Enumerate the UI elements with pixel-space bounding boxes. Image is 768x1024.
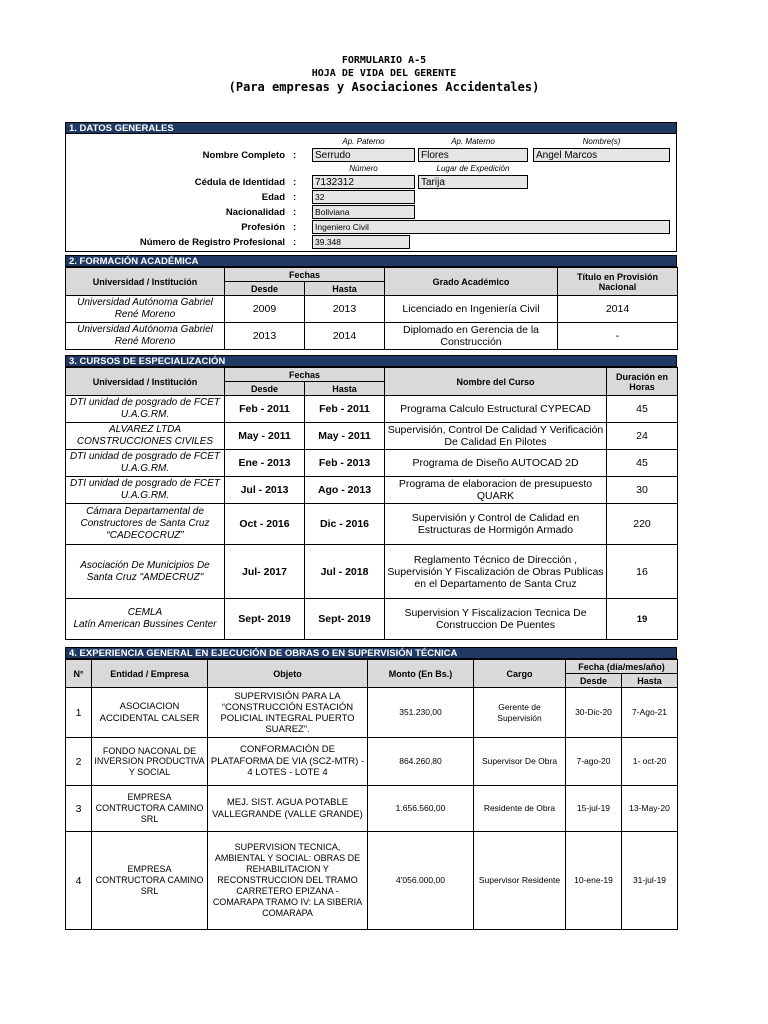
cell-hasta: Feb - 2013 [305,450,385,477]
cell-desde: Jul - 2013 [225,477,305,504]
table-row [66,296,678,323]
col-nombre-curso: Nombre del Curso [385,368,607,396]
cell-hasta: 2014 [305,323,385,350]
col-objeto: Objeto [208,660,368,688]
table-row [66,396,678,423]
cell-desde: May - 2011 [225,423,305,450]
table-row [66,450,678,477]
cell-numero: 3 [66,786,92,832]
cell-curso: Programa de elaboracion de presupuesto QUARK [385,477,607,504]
cell-entidad: EMPRESA CONTRUCTORA CAMINO SRL [92,786,208,832]
cell-grado: Licenciado en Ingeniería Civil [385,296,558,323]
cell-monto: 351.230,00 [368,688,474,738]
cell-hasta: 31-jul-19 [622,832,678,930]
table-row [66,545,678,599]
cell-desde: 15-jul-19 [566,786,622,832]
col-fechas: Fechas [225,368,385,382]
table-row [66,504,678,545]
cell-curso: Supervisión, Control De Calidad Y Verificación De Calidad En Pilotes [385,423,607,450]
cell-hasta: Ago - 2013 [305,477,385,504]
label-cedula: Cédula de Identidad [194,177,285,188]
cell-entidad: FONDO NACONAL DE INVERSION PRODUCTIVA Y SOCIAL [92,738,208,786]
cell-desde: Feb - 2011 [225,396,305,423]
label-nombre-completo: Nombre Completo [202,150,285,161]
field-nombres: Angel Marcos [533,148,670,162]
cell-hasta: Feb - 2011 [305,396,385,423]
cell-desde: 10-ene-19 [566,832,622,930]
section-formacion-title: 2. FORMACIÓN ACADÉMICA [65,255,677,267]
table-row [66,786,678,832]
cell-hasta: 1- oct-20 [622,738,678,786]
colon: : [293,192,297,203]
cell-cargo: Supervisor Residente [474,832,566,930]
cell-titulo: - [558,323,678,350]
section-datos-generales-title: 1. DATOS GENERALES [65,122,677,134]
cell-entidad: EMPRESA CONTRUCTORA CAMINO SRL [92,832,208,930]
cell-numero: 1 [66,688,92,738]
form-title: HOJA DE VIDA DEL GERENTE [311,68,457,79]
table-row [66,599,678,640]
cell-objeto: MEJ. SIST. AGUA POTABLE VALLEGRANDE (VALLE GRANDE) [208,786,368,832]
field-ap-materno: Flores [418,148,528,162]
col-universidad: Universidad / Institución [66,268,225,296]
colon: : [293,177,297,188]
cell-desde: 2009 [225,296,305,323]
table-row [66,832,678,930]
cell-desde: 7-ago-20 [566,738,622,786]
table-row [66,323,678,350]
cell-horas: 45 [607,450,678,477]
cell-hasta: 13-May-20 [622,786,678,832]
col-entidad: Entidad / Empresa [92,660,208,688]
cell-hasta: Dic - 2016 [305,504,385,545]
cell-monto: 864.260,80 [368,738,474,786]
cell-curso: Supervision Y Fiscalizacion Tecnica De Construccion De Puentes [385,599,607,640]
col-hasta: Hasta [305,282,385,296]
cell-hasta: 7-Ago-21 [622,688,678,738]
label-nacionalidad: Nacionalidad [225,207,285,218]
cell-universidad: Universidad Autónoma Gabriel René Moreno [66,323,225,350]
cell-universidad: Universidad Autónoma Gabriel René Moreno [66,296,225,323]
colon: : [293,150,297,161]
formacion-table [65,267,678,350]
cell-desde: 30-Dic-20 [566,688,622,738]
cell-cargo: Residente de Obra [474,786,566,832]
label-edad: Edad [261,192,285,203]
colon: : [293,237,297,248]
cell-hasta: May - 2011 [305,423,385,450]
cell-curso: Programa Calculo Estructural CYPECAD [385,396,607,423]
cell-curso: Reglamento Técnico de Dirección , Supervisión Y Fiscalización de Obras Publicas en el Departamento de Santa Cruz [385,545,607,599]
cell-titulo: 2014 [558,296,678,323]
cell-cargo: Supervisor De Obra [474,738,566,786]
table-row [66,688,678,738]
field-nacionalidad: Boliviana [312,205,415,219]
col-grado: Grado Académico [385,268,558,296]
cell-curso: Supervisión y Control de Calidad en Estructuras de Hormigón Armado [385,504,607,545]
col-hasta: Hasta [622,674,678,688]
col-desde: Desde [225,382,305,396]
cell-horas: 24 [607,423,678,450]
cell-horas: 220 [607,504,678,545]
cell-monto: 1.656.560,00 [368,786,474,832]
cell-grado: Diplomado en Gerencia de la Construcción [385,323,558,350]
caption-nombres: Nombre(s) [582,137,621,146]
cell-objeto: SUPERVISION TECNICA, AMBIENTAL Y SOCIAL: OBRAS DE REHABILITACION Y RECONSTRUCCION DEL TRAMO CARRETERO EPIZANA - COMARAPA TRAMO IV: LA SIBERIA COMARAPA [208,832,368,930]
field-profesion: Ingeniero Civil [312,220,670,234]
section-experiencia-title: 4. EXPERIENCIA GENERAL EN EJECUCIÓN DE OBRAS O EN SUPERVISIÓN TÉCNICA [65,647,677,659]
cell-universidad: DTI unidad de posgrado de FCET U.A.G.RM. [66,477,225,504]
cell-universidad: Cámara Departamental de Constructores de Santa Cruz “CADECOCRUZ” [66,504,225,545]
cell-hasta: Sept- 2019 [305,599,385,640]
cell-desde: Ene - 2013 [225,450,305,477]
form-subtitle: (Para empresas y Asociaciones Accidentales) [228,80,540,94]
cell-objeto: SUPERVISIÓN PARA LA “CONSTRUCCIÓN ESTACIÓN POLICIAL INTEGRAL PUERTO SUAREZ”. [208,688,368,738]
cell-horas: 45 [607,396,678,423]
cell-numero: 2 [66,738,92,786]
cell-universidad: DTI unidad de posgrado de FCET U.A.G.RM. [66,396,225,423]
caption-ap-materno: Ap. Materno [451,137,495,146]
cell-objeto: CONFORMACIÓN DE PLATAFORMA DE VIA (SCZ-MTR) - 4 LOTES - LOTE 4 [208,738,368,786]
cell-monto: 4'056.000,00 [368,832,474,930]
col-cargo: Cargo [474,660,566,688]
col-titulo: Título en Provisión Nacional [558,268,678,296]
experiencia-table [65,659,678,930]
col-desde: Desde [566,674,622,688]
table-row [66,477,678,504]
cell-desde: Jul- 2017 [225,545,305,599]
cell-hasta: 2013 [305,296,385,323]
caption-lugar-expedicion: Lugar de Expedición [436,164,510,173]
field-edad: 32 [312,190,415,204]
cell-universidad: ALVAREZ LTDA CONSTRUCCIONES CIVILES [66,423,225,450]
cell-universidad: Asociación De Municipios De Santa Cruz "AMDECRUZ" [66,545,225,599]
cell-universidad: CEMLA Latín American Bussines Center [66,599,225,640]
cell-desde: Oct - 2016 [225,504,305,545]
col-numero: N° [66,660,92,688]
col-duracion: Duración en Horas [607,368,678,396]
field-lugar-expedicion: Tarija [418,175,528,189]
label-profesion: Profesión [241,222,285,233]
cell-horas: 30 [607,477,678,504]
caption-ap-paterno: Ap. Paterno [342,137,385,146]
cell-entidad: ASOCIACION ACCIDENTAL CALSER [92,688,208,738]
cell-desde: 2013 [225,323,305,350]
cell-numero: 4 [66,832,92,930]
col-desde: Desde [225,282,305,296]
field-cedula-numero: 7132312 [312,175,415,189]
cell-hasta: Jul - 2018 [305,545,385,599]
col-hasta: Hasta [305,382,385,396]
table-row [66,738,678,786]
cell-horas: 19 [607,599,678,640]
cursos-table [65,367,678,640]
cell-curso: Programa de Diseño AUTOCAD 2D [385,450,607,477]
caption-numero: Número [349,164,378,173]
field-ap-paterno: Serrudo [312,148,415,162]
form-code: FORMULARIO A-5 [341,55,427,66]
cell-universidad: DTI unidad de posgrado de FCET U.A.G.RM. [66,450,225,477]
col-universidad: Universidad / Institución [66,368,225,396]
cell-horas: 16 [607,545,678,599]
col-monto: Monto (En Bs.) [368,660,474,688]
cell-desde: Sept- 2019 [225,599,305,640]
label-registro-profesional: Número de Registro Profesional [139,237,285,248]
colon: : [293,222,297,233]
table-row [66,423,678,450]
cell-cargo: Gerente de Supervisión [474,688,566,738]
col-fechas: Fechas [225,268,385,282]
colon: : [293,207,297,218]
section-cursos-title: 3. CURSOS DE ESPECIALIZACIÓN [65,355,677,367]
col-fecha: Fecha (día/mes/año) [566,660,678,674]
field-registro-profesional: 39.348 [312,235,410,249]
